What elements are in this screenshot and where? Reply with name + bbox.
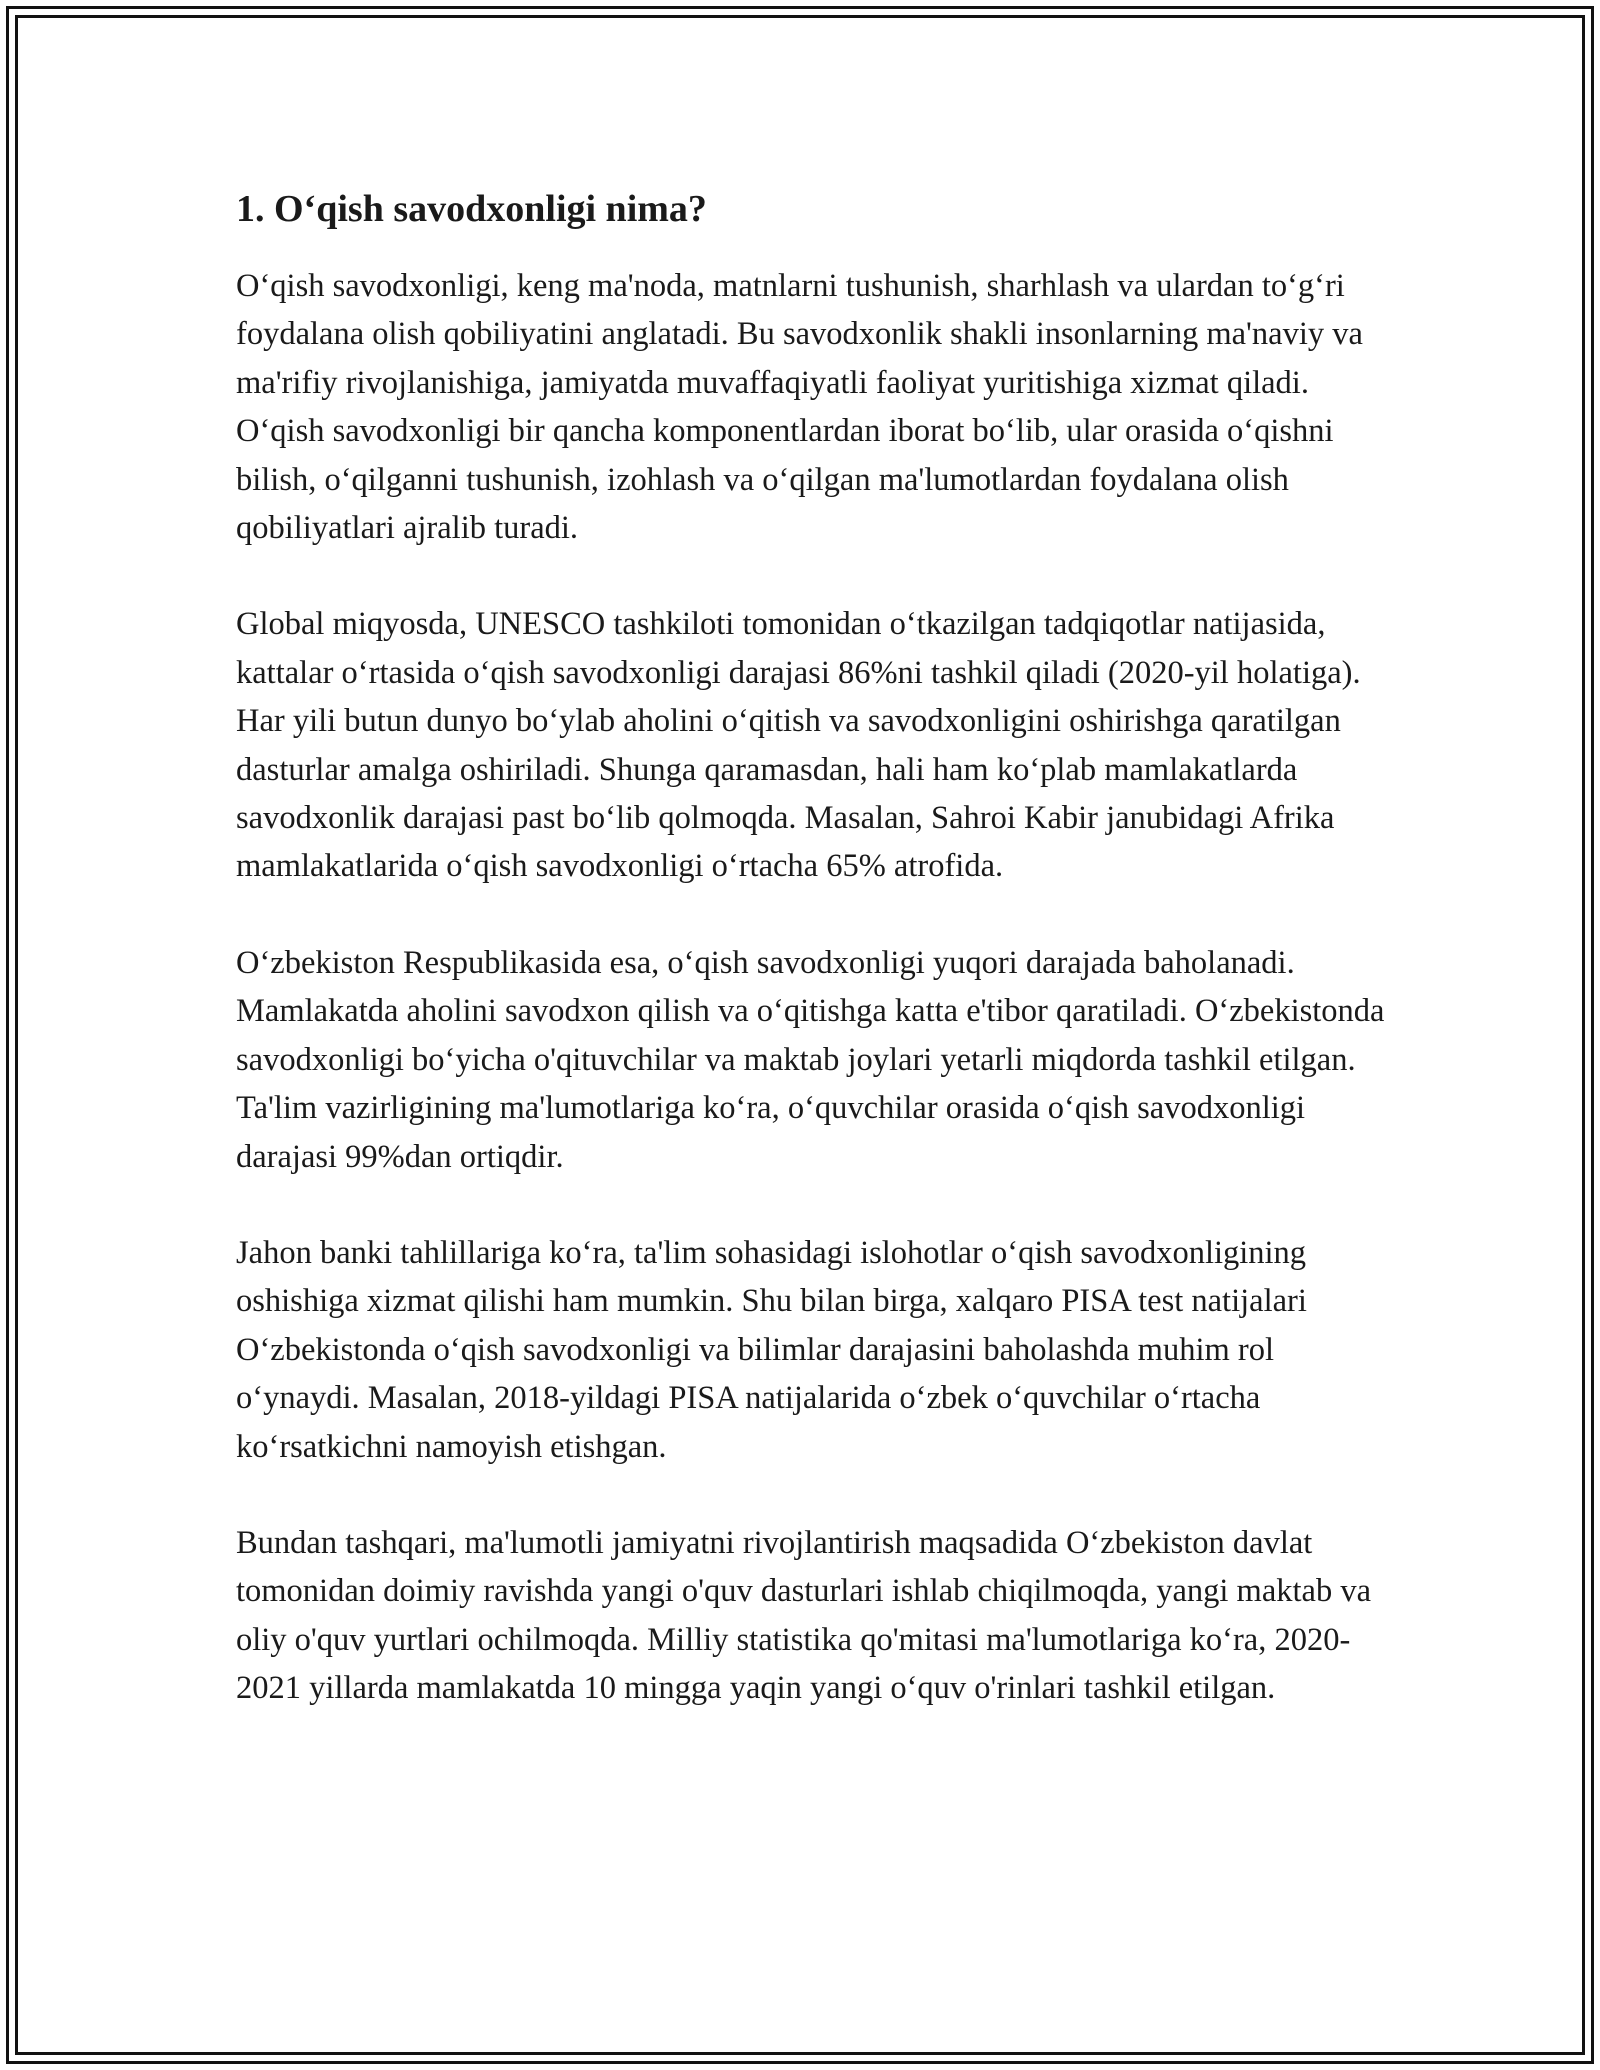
paragraph-uzbekistan-literacy: O‘zbekiston Respublikasida esa, o‘qish savodxonligi yuqori darajada baholanadi. Mamlakatda aholini savodxon qilish va o‘qitishga katta e'tibor qaratiladi. O‘zbekistonda savodxonligi bo‘yicha o'qituvchilar va maktab joylari yetarli miqdorda tashkil etilgan. Ta'lim vazirligining ma'lumotlariga ko‘ra, o‘quvchilar orasida o‘qish savodxonligi darajasi 99%dan ortiqdir. <box>236 944 1385 1175</box>
paragraph-world-bank-pisa: Jahon banki tahlillariga ko‘ra, ta'lim sohasidagi islohotlar o‘qish savodxonligining oshishiga xizmat qilishi ham mumkin. Shu bilan birga, xalqaro PISA test natijalari O‘zbekistonda o‘qish savodxonligi va bilimlar darajasini baholashda muhim rol o‘ynaydi. Masalan, 2018-yildagi PISA natijalarida o‘zbek o‘quvchilar o‘rtacha ko‘rsatkichni namoyish etishgan. <box>236 1234 1307 1465</box>
section-heading: 1. O‘qish savodxonligi nima? <box>236 188 707 230</box>
paragraph-definition: O‘qish savodxonligi, keng ma'noda, matnlarni tushunish, sharhlash va ulardan to‘g‘ri foydalana olish qobiliyatini anglatadi. Bu savodxonlik shakli insonlarning ma'naviy va ma'rifiy rivojlanishiga, jamiyatda muvaffaqiyatli faoliyat yuritishiga xizmat qiladi. O‘qish savodxonligi bir qancha komponentlardan iborat bo‘lib, ular orasida o‘qishni bilish, o‘qilganni tushunish, izohlash va o‘qilgan ma'lumotlardan foydalana olish qobiliyatlari ajralib turadi. <box>236 268 1363 547</box>
paragraph-education-development: Bundan tashqari, ma'lumotli jamiyatni rivojlantirish maqsadida O‘zbekiston davlat tomonidan doimiy ravishda yangi o'quv dasturlari ishlab chiqilmoqda, yangi maktab va oliy o'quv yurtlari ochilmoqda. Milliy statistika qo'mitasi ma'lumotlariga ko‘ra, 2020-2021 yillarda mamlakatda 10 mingga yaqin yangi o‘quv o'rinlari tashkil etilgan. <box>236 1524 1372 1707</box>
paragraph-global-statistics: Global miqyosda, UNESCO tashkiloti tomonidan o‘tkazilgan tadqiqotlar natijasida, kattalar o‘rtasida o‘qish savodxonligi darajasi 86%ni tashkil qiladi (2020-yil holatiga). Har yili butun dunyo bo‘ylab aholini o‘qitish va savodxonligini oshirishga qaratilgan dasturlar amalga oshiriladi. Shunga qaramasdan, hali ham ko‘plab mamlakatlarda savodxonlik darajasi past bo‘lib qolmoqda. Masalan, Sahroi Kabir janubidagi Afrika mamlakatlarida o‘qish savodxonligi o‘rtacha 65% atrofida. <box>236 606 1361 885</box>
document-body <box>236 186 1386 1761</box>
